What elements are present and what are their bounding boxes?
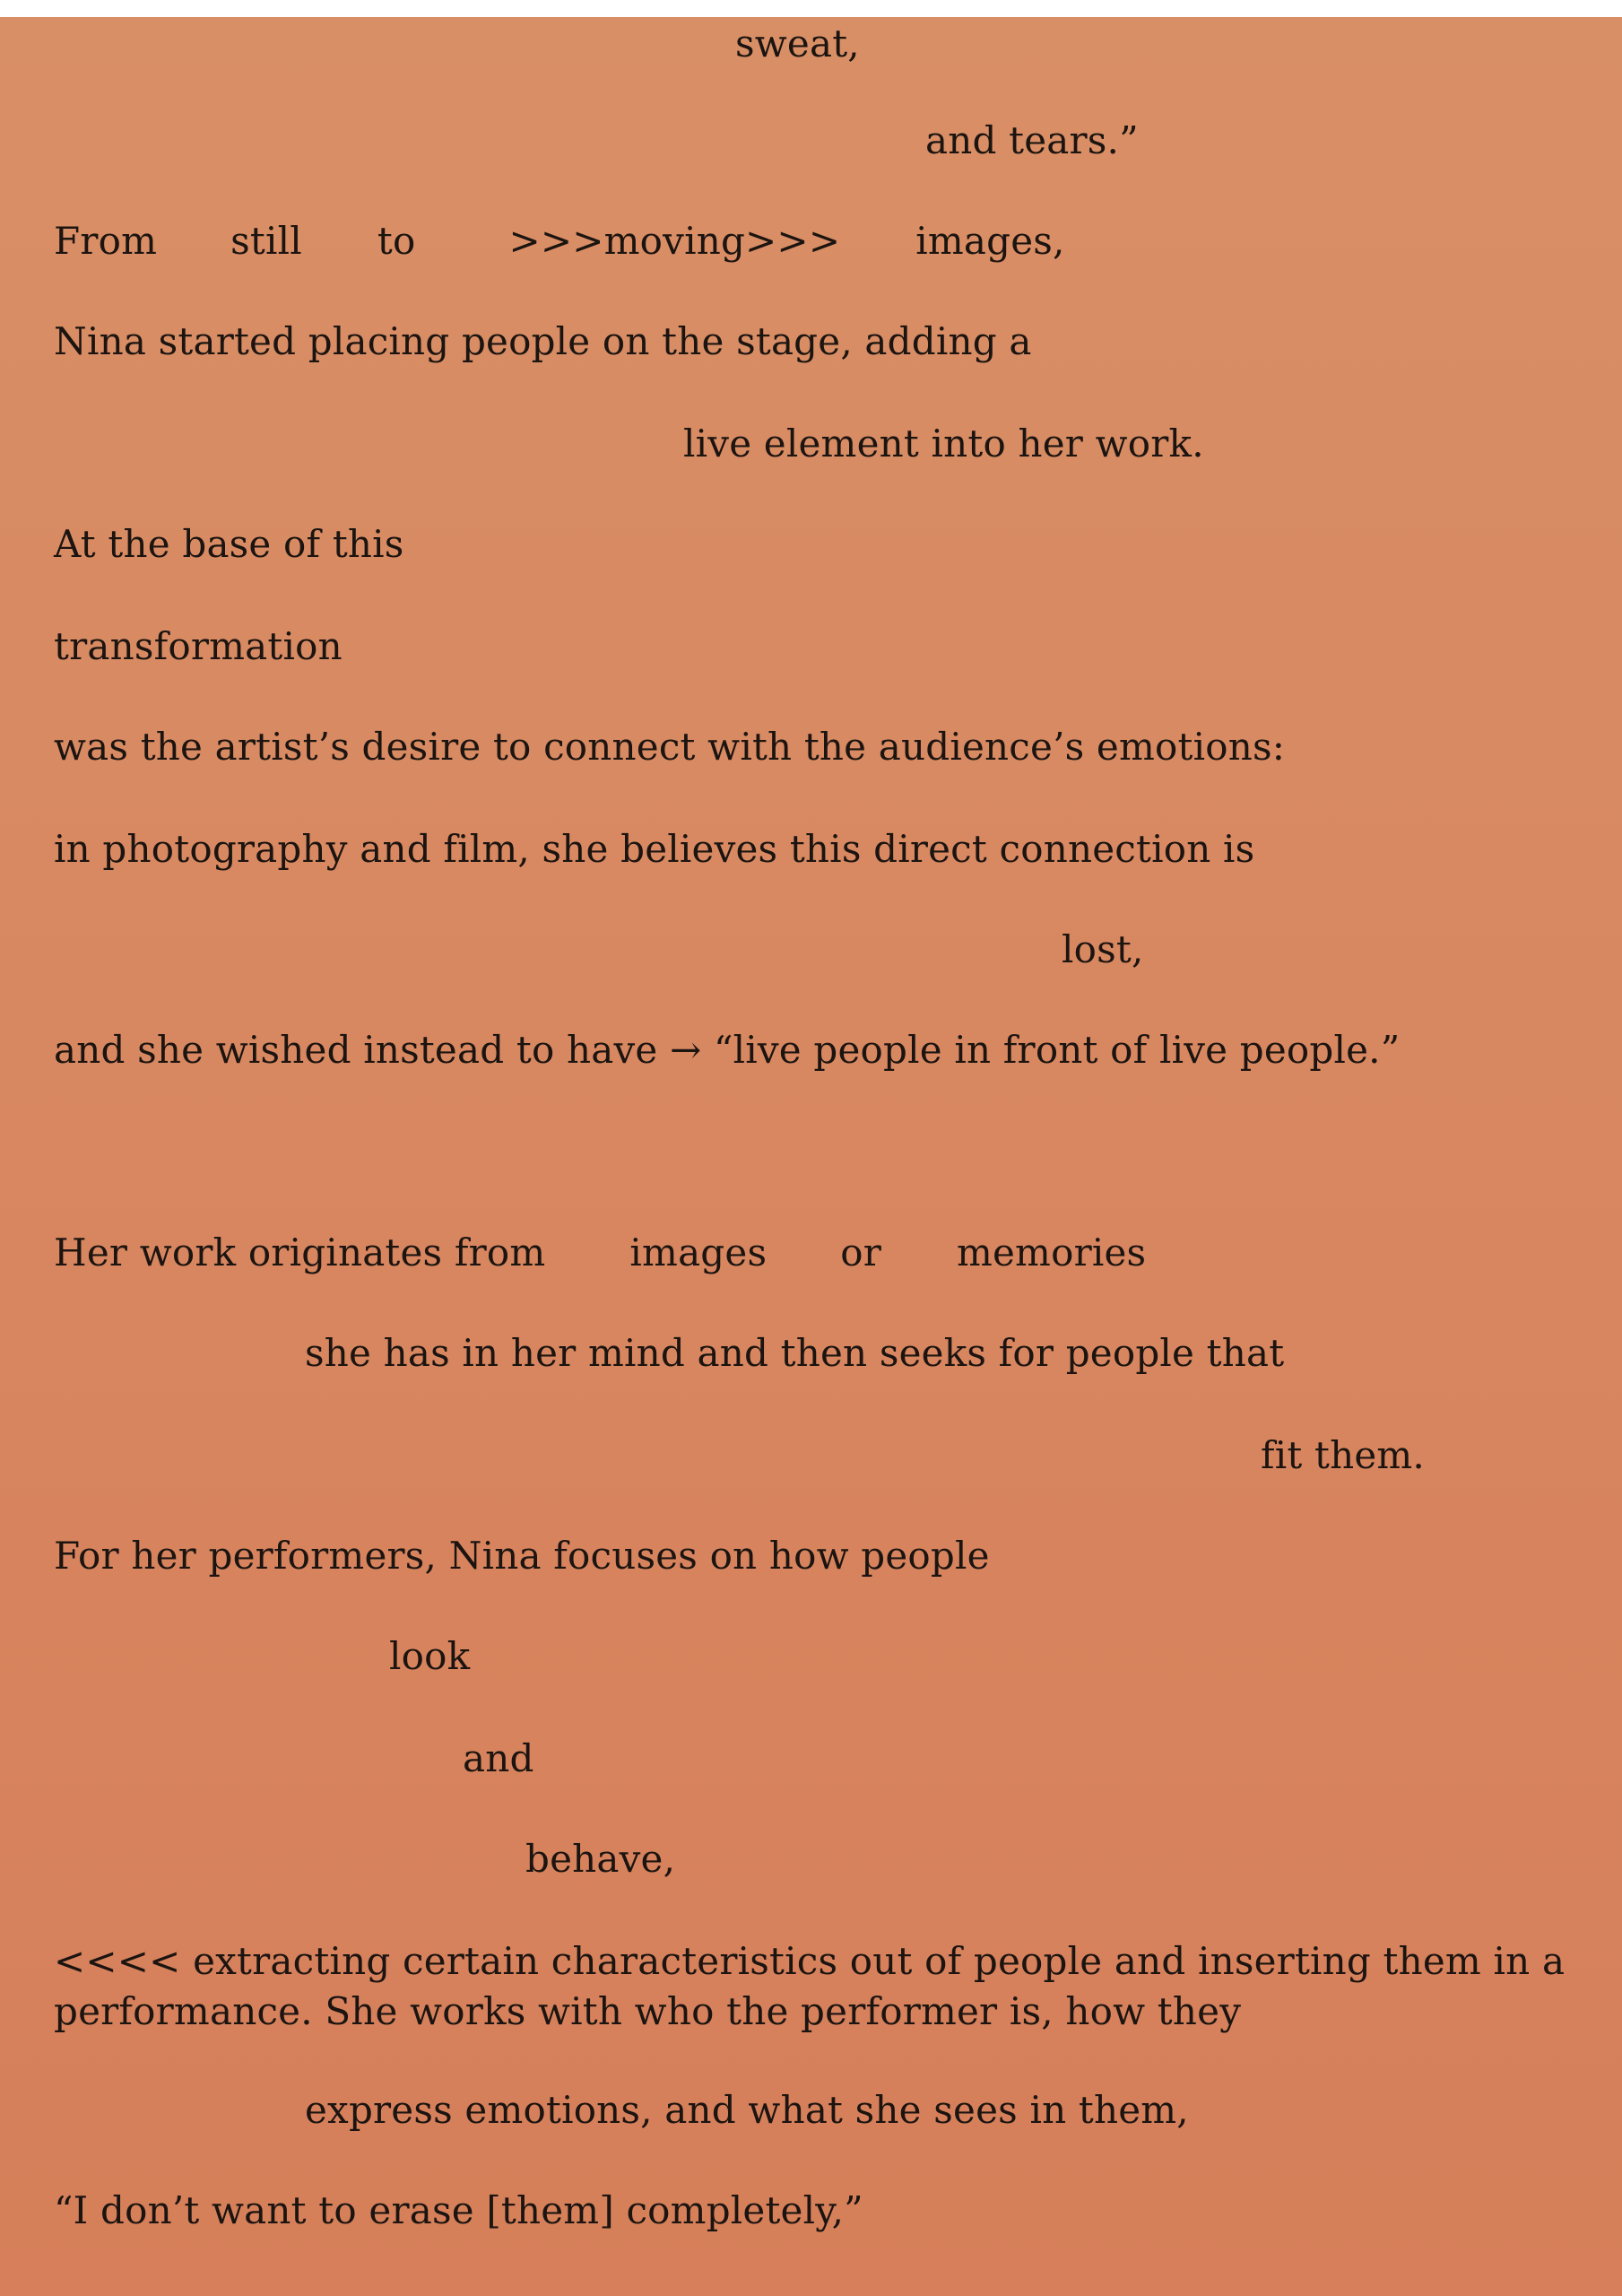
- text-line-photography-film: in photography and film, she believes this direct connection is: [54, 827, 1255, 871]
- text-line-and: and: [463, 1736, 534, 1780]
- text-line-from-still-to-moving: [54, 216, 1065, 266]
- text-line-dont-want-to-erase: “I don’t want to erase [them] completely,”: [54, 2188, 863, 2232]
- text-line-transformation: transformation: [54, 624, 343, 668]
- text-line-at-the-base: At the base of this: [54, 522, 404, 566]
- text-line-express-emotions: express emotions, and what she sees in them,: [305, 2088, 1189, 2132]
- text-line-lost: lost,: [1062, 927, 1144, 971]
- text-line-extracting-characteristics: <<<< extracting certain characteristics out of people and inserting them in a performance. She works with who the performer is, how they: [54, 1939, 1566, 2033]
- word-still: still: [230, 219, 302, 263]
- text-line-and-tears: and tears.”: [925, 118, 1139, 162]
- text-line-live-people: and she wished instead to have → “live people in front of live people.”: [54, 1028, 1401, 1072]
- word-from: From: [54, 219, 158, 263]
- word-images: images,: [915, 219, 1065, 263]
- text-page: [0, 17, 1622, 2296]
- word-or: or: [840, 1231, 881, 1274]
- text-line-she-has-in-her-mind: she has in her mind and then seeks for people that: [305, 1331, 1285, 1375]
- text-line-live-element: live element into her work.: [683, 422, 1204, 465]
- text-line-look: look: [389, 1634, 471, 1678]
- text-line-sweat: sweat,: [735, 22, 860, 65]
- text-line-for-her-performers: For her performers, Nina focuses on how people: [54, 1534, 990, 1578]
- phrase-her-work-originates-from: Her work originates from: [54, 1231, 546, 1274]
- word-images-2: images: [629, 1231, 768, 1274]
- word-memories: memories: [956, 1231, 1147, 1274]
- text-line-fit-them: fit them.: [1261, 1433, 1425, 1477]
- text-line-nina-started: Nina started placing people on the stage, adding a: [54, 319, 1032, 363]
- text-line-artists-desire: was the artist’s desire to connect with the audience’s emotions:: [54, 725, 1286, 769]
- text-line-behave: behave,: [525, 1837, 676, 1881]
- text-line-her-work-originates: [54, 1228, 1146, 1278]
- word-to: to: [377, 219, 416, 263]
- word-moving: >>>moving>>>: [508, 219, 841, 263]
